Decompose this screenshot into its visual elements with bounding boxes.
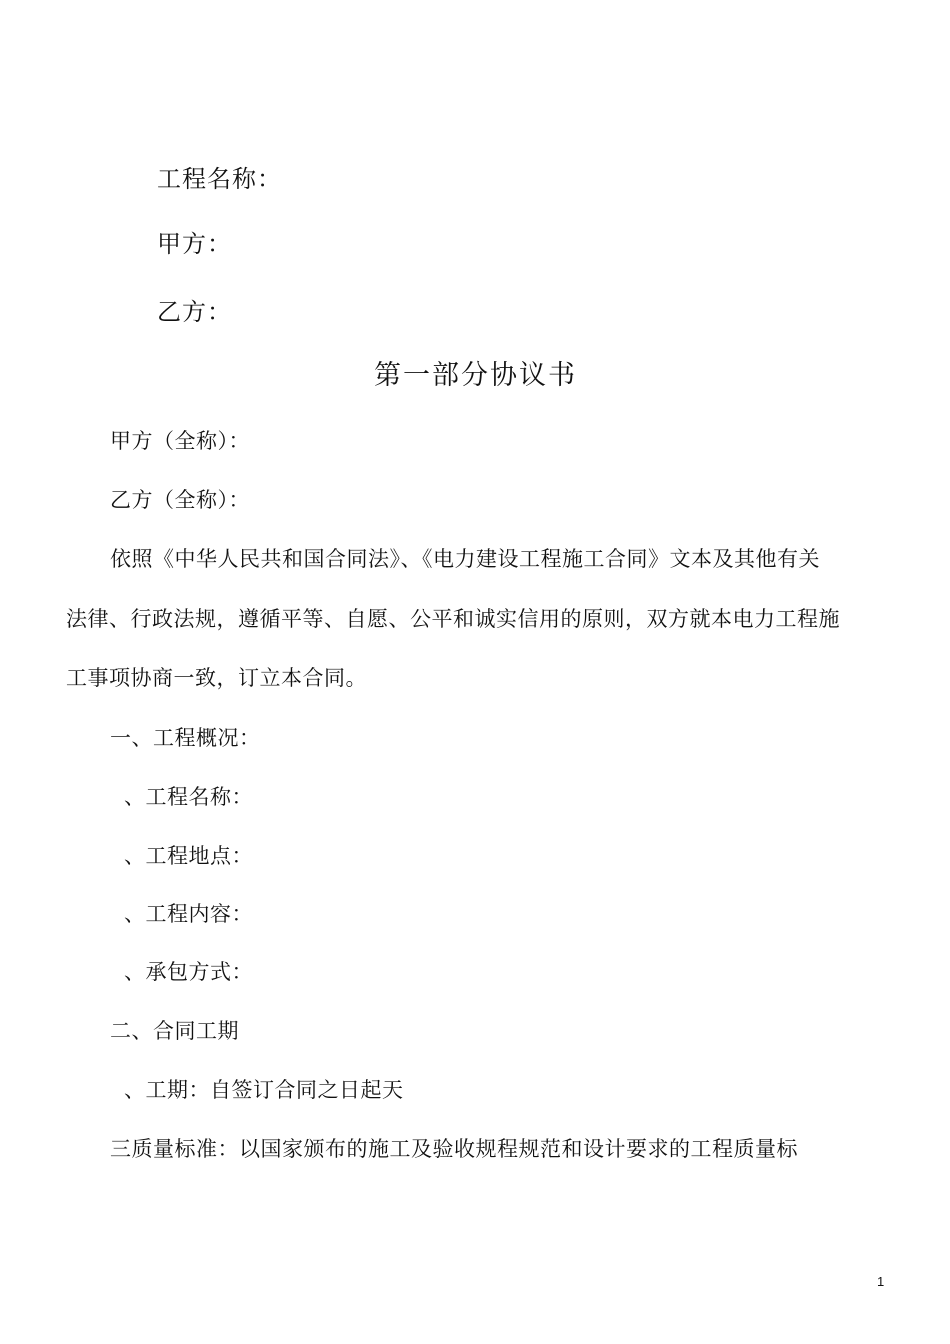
section-1-heading: 一、工程概况：: [110, 726, 261, 750]
cover-party-a-label: 甲方：: [157, 230, 232, 258]
cover-party-b-label: 乙方：: [157, 298, 232, 326]
section-1-item-project-name: 、工程名称：: [124, 785, 253, 809]
section-3-quality-standard: 三质量标准：以国家颁布的施工及验收规程规范和设计要求的工程质量标: [110, 1137, 798, 1161]
section-2-item-duration: 、工期：自签订合同之日起天: [124, 1078, 404, 1102]
intro-line-2: 法律、行政法规，遵循平等、自愿、公平和诚实信用的原则，双方就本电力工程施: [66, 607, 840, 631]
page-number: 1: [877, 1274, 885, 1289]
intro-line-3: 工事项协商一致，订立本合同。: [66, 666, 367, 690]
cover-project-name-label: 工程名称：: [157, 165, 282, 193]
document-title: 第一部分协议书: [374, 360, 577, 391]
section-1-item-project-location: 、工程地点：: [124, 844, 253, 868]
section-1-item-project-content: 、工程内容：: [124, 902, 253, 926]
section-1-item-contract-method: 、承包方式：: [124, 960, 253, 984]
section-2-heading: 二、合同工期: [110, 1019, 239, 1043]
party-a-full-label: 甲方（全称）：: [110, 429, 250, 453]
party-b-full-label: 乙方（全称）：: [110, 488, 250, 512]
intro-line-1: 依照《中华人民共和国合同法》、《电力建设工程施工合同》文本及其他有关: [110, 547, 820, 571]
